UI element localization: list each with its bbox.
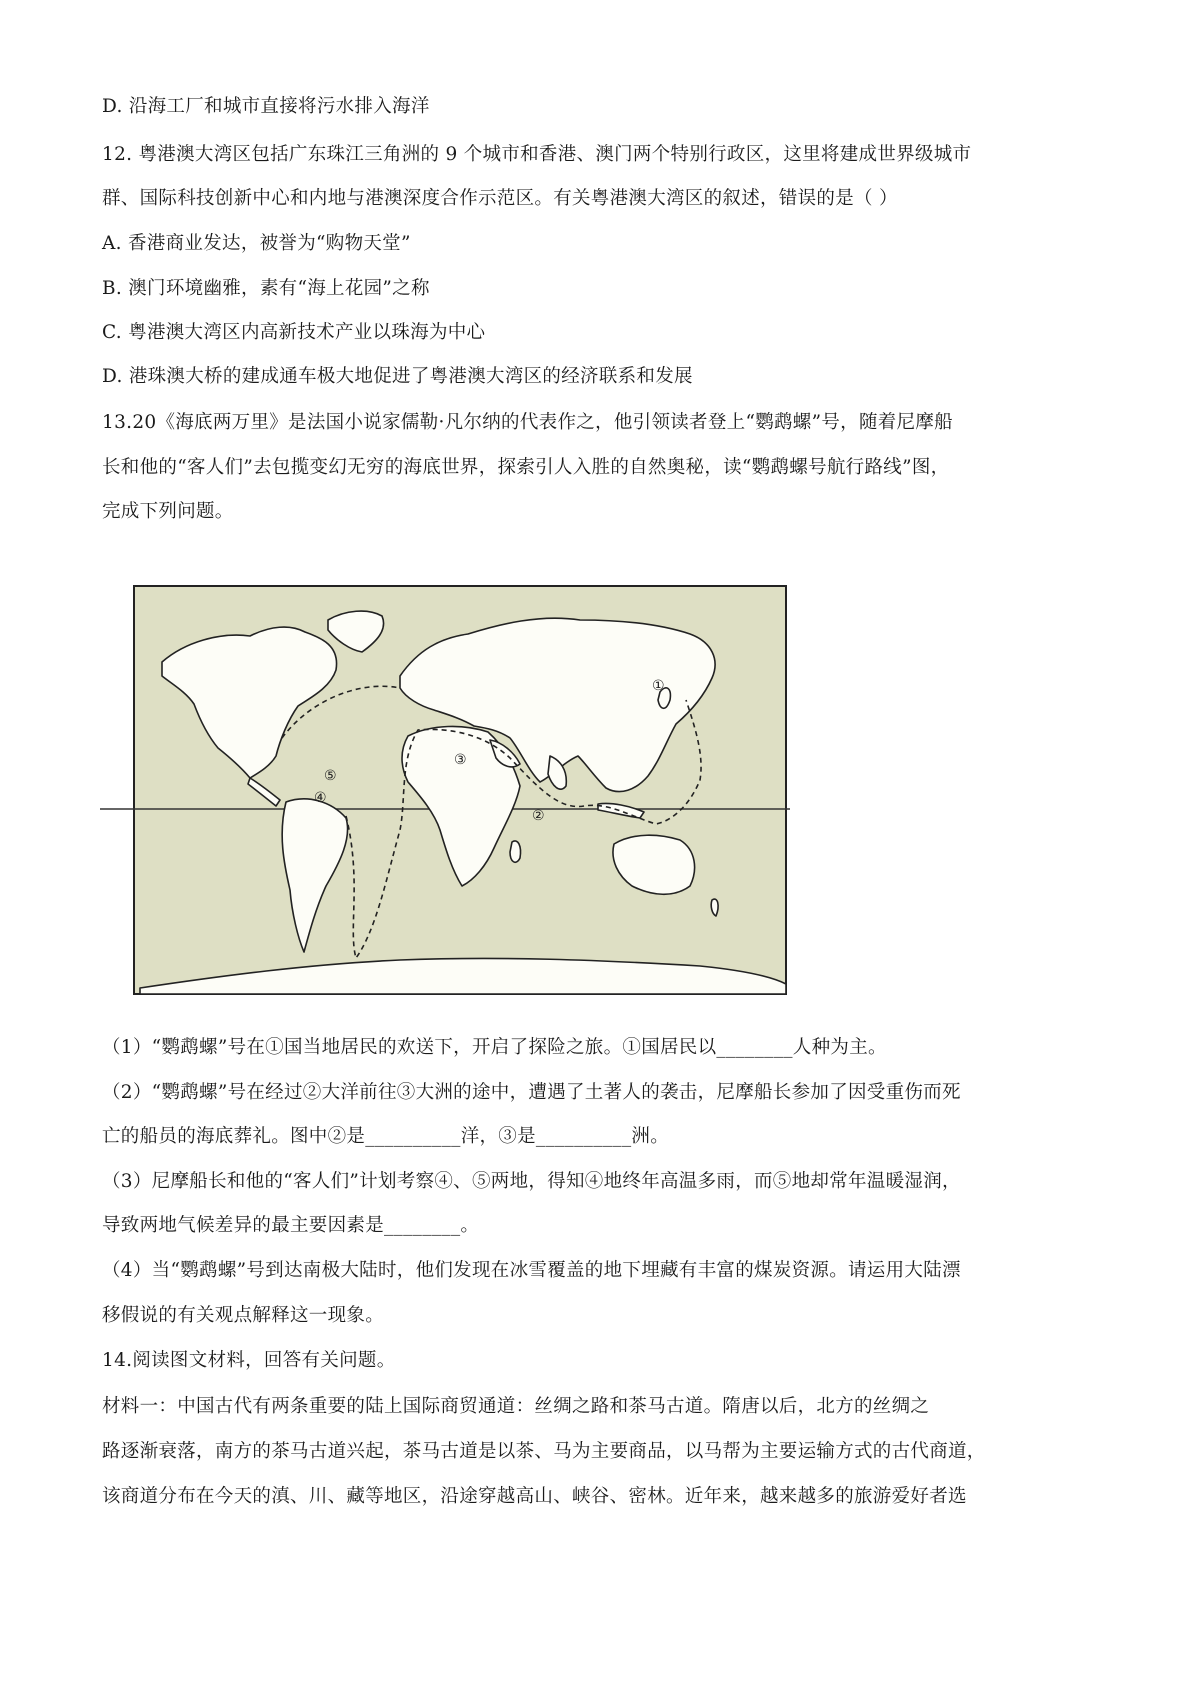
option-c: C. 粤港澳大湾区内高新技术产业以珠海为中心 [102,322,486,343]
sub-question-3-line-1: （3）尼摩船长和他的“客人们”计划考察④、⑤两地，得知④地终年高温多雨，而⑤地却常年温暖湿润， [102,1171,961,1192]
option-d: D. 港珠澳大桥的建成通车极大地促进了粤港澳大湾区的经济联系和发展 [102,366,693,387]
madagascar [510,841,521,862]
voyage-route-map [100,580,790,998]
question-13-line-1: 13.20《海底两万里》是法国小说家儒勒·凡尔纳的代表作之，他引领读者登上“鹦鹉螺”号，随着尼摩船 [102,412,953,433]
material-1-line-3: 该商道分布在今天的滇、川、藏等地区，沿途穿越高山、峡谷、密林。近年来，越来越多的旅游爱好者选 [102,1486,967,1507]
question-13-line-2: 长和他的“客人们”去包揽变幻无穷的海底世界，探索引人入胜的自然奥秘，读“鹦鹉螺号航行路线”图， [102,457,950,478]
option-b: B. 澳门环境幽雅，素有“海上花园”之称 [102,278,430,299]
map-label-2: ② [532,808,545,824]
question-14-title: 14.阅读图文材料，回答有关问题。 [102,1350,396,1371]
option-a: A. 香港商业发达，被誉为“购物天堂” [102,233,411,254]
question-12-line-2: 群、国际科技创新中心和内地与港澳深度合作示范区。有关粤港澳大湾区的叙述，错误的是（ ） [102,188,898,209]
sub-question-4-line-1: （4）当“鹦鹉螺”号到达南极大陆时，他们发现在冰雪覆盖的地下埋藏有丰富的煤炭资源。请运用大陆漂 [102,1260,961,1281]
map-label-3: ③ [454,752,467,768]
sub-question-2-line-2: 亡的船员的海底葬礼。图中②是__________洋，③是__________洲。 [102,1126,670,1147]
sub-question-4-line-2: 移假说的有关观点解释这一现象。 [102,1305,385,1326]
map-label-5: ⑤ [324,768,337,784]
material-1-line-2: 路逐渐衰落，南方的茶马古道兴起，茶马古道是以茶、马为主要商品，以马帮为主要运输方式的古代商道， [102,1441,986,1462]
sub-question-1: （1）“鹦鹉螺”号在①国当地居民的欢送下，开启了探险之旅。①国居民以________人种为主。 [102,1037,887,1058]
question-12-line-1: 12. 粤港澳大湾区包括广东珠江三角洲的 9 个城市和香港、澳门两个特别行政区，这里将建成世界级城市 [102,144,972,165]
question-13-line-3: 完成下列问题。 [102,501,234,522]
sub-question-2-line-1: （2）“鹦鹉螺”号在经过②大洋前往③大洲的途中，遭遇了土著人的袭击，尼摩船长参加了因受重伤而死 [102,1082,961,1103]
sub-question-3-line-2: 导致两地气候差异的最主要因素是________。 [102,1215,480,1236]
map-label-1: ① [652,678,665,694]
material-1-line-1: 材料一：中国古代有两条重要的陆上国际商贸通道：丝绸之路和茶马古道。隋唐以后，北方的丝绸之 [102,1396,930,1417]
option-d-q11: D. 沿海工厂和城市直接将污水排入海洋 [102,96,430,117]
world-map-figure [100,580,790,998]
map-label-4: ④ [314,790,327,806]
